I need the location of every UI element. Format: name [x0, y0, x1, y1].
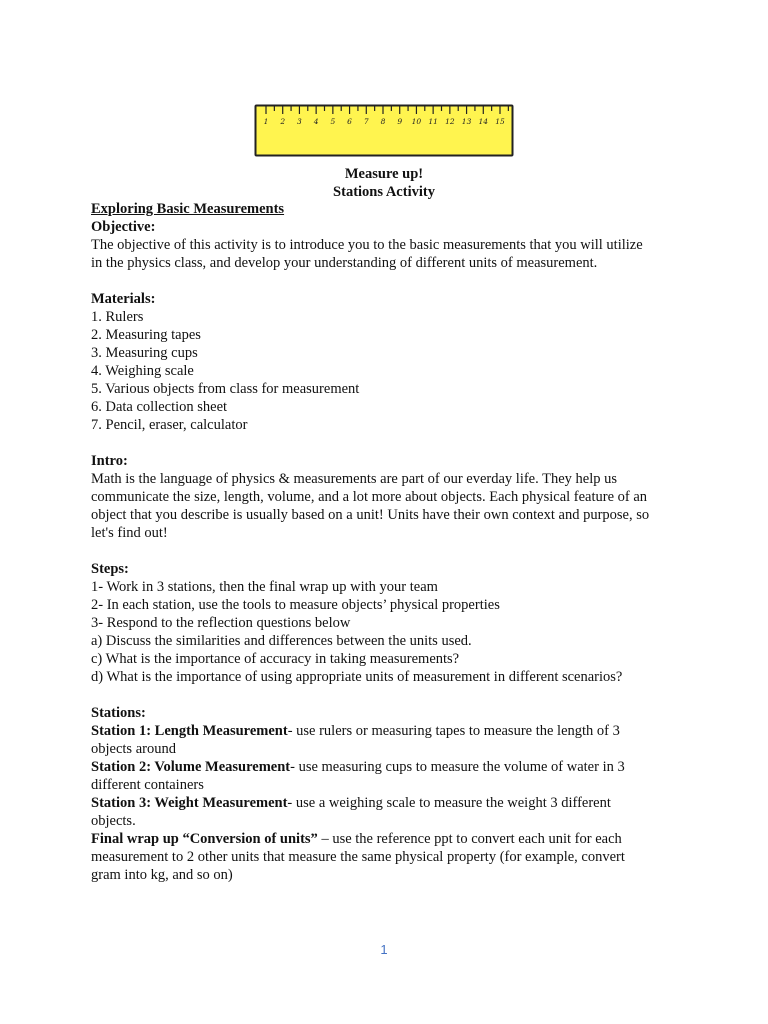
ruler-number: 1: [263, 117, 269, 126]
materials-item: 3. Measuring cups: [91, 345, 198, 361]
steps-heading: Steps:: [91, 561, 129, 577]
materials-item: 5. Various objects from class for measurement: [91, 381, 360, 397]
intro-text-line: communicate the size, length, volume, and a lot more about objects. Each physical feature of an: [91, 489, 648, 505]
ruler-number: 7: [363, 117, 369, 126]
page-number: 1: [380, 942, 388, 957]
document-body: [91, 200, 691, 884]
intro-text-line: Math is the language of physics & measurements are part of our everday life. They help us: [91, 471, 618, 487]
ruler-number: 9: [397, 117, 403, 126]
final-wrap-label: Final wrap up “Conversion of units”: [91, 831, 318, 847]
final-wrap-text: – use the reference ppt to convert each unit for each: [317, 831, 622, 847]
final-wrap-text-cont: gram into kg, and so on): [91, 867, 233, 883]
station-2-label: Station 2: Volume Measurement: [91, 759, 291, 775]
ruler-number: 8: [380, 117, 386, 126]
objective-text-line: The objective of this activity is to introduce you to the basic measurements that you will utilize: [91, 237, 643, 253]
steps-item: a) Discuss the similarities and differences between the units used.: [91, 633, 472, 649]
title-line-2: Stations Activity: [333, 184, 435, 200]
station-1-text-cont: objects around: [91, 741, 176, 757]
objective-text-line: in the physics class, and develop your understanding of different units of measurement.: [91, 255, 598, 271]
steps-item: 1- Work in 3 stations, then the final wrap up with your team: [91, 579, 438, 595]
intro-text-line: object that you describe is usually based on a unit! Units have their own context and purpose, so: [91, 507, 650, 523]
final-wrap-text-cont: measurement to 2 other units that measure the same physical property (for example, convert: [91, 849, 625, 865]
station-3-text: - use a weighing scale to measure the weight 3 different: [287, 795, 611, 811]
materials-item: 4. Weighing scale: [91, 363, 194, 379]
station-1-line: [91, 722, 691, 740]
ruler-number: 12: [445, 117, 455, 126]
steps-item: c) What is the importance of accuracy in taking measurements?: [91, 651, 460, 667]
steps-item: 2- In each station, use the tools to measure objects’ physical properties: [91, 597, 500, 613]
ruler-number: 13: [461, 117, 472, 126]
intro-text-line: let's find out!: [91, 525, 168, 541]
title-line-1: Measure up!: [344, 166, 424, 182]
materials-heading: Materials:: [91, 291, 156, 307]
ruler-number: 5: [330, 117, 336, 126]
ruler-body: [256, 106, 513, 156]
station-3-label: Station 3: Weight Measurement: [91, 795, 288, 811]
ruler-number: 15: [495, 117, 505, 126]
ruler-number: 4: [313, 117, 319, 126]
steps-item: d) What is the importance of using appropriate units of measurement in different scenarios?: [91, 669, 623, 685]
ruler-number: 14: [478, 117, 489, 126]
ruler-number: 2: [280, 117, 286, 126]
station-2-text: - use measuring cups to measure the volume of water in 3: [290, 759, 625, 775]
station-1-text: - use rulers or measuring tapes to measure the length of 3: [287, 723, 620, 739]
ruler-number: 11: [428, 117, 438, 126]
station-2-text-cont: different containers: [91, 777, 204, 793]
ruler-number: 3: [297, 117, 302, 126]
materials-item: 1. Rulers: [91, 309, 144, 325]
materials-item: 7. Pencil, eraser, calculator: [91, 417, 248, 433]
ruler-number: 10: [411, 117, 422, 126]
station-2-line: [91, 758, 691, 776]
ruler-illustration: [254, 103, 514, 157]
materials-item: 6. Data collection sheet: [91, 399, 228, 415]
station-1-label: Station 1: Length Measurement: [91, 723, 288, 739]
stations-heading: Stations:: [91, 705, 146, 721]
objective-heading: Objective:: [91, 219, 156, 235]
materials-item: 2. Measuring tapes: [91, 327, 201, 343]
final-wrap-line: [91, 830, 691, 848]
section-subtitle: Exploring Basic Measurements: [91, 201, 285, 217]
intro-heading: Intro:: [91, 453, 128, 469]
station-3-line: [91, 794, 691, 812]
station-3-text-cont: objects.: [91, 813, 136, 829]
ruler-number: 6: [347, 117, 352, 126]
steps-item: 3- Respond to the reflection questions below: [91, 615, 351, 631]
